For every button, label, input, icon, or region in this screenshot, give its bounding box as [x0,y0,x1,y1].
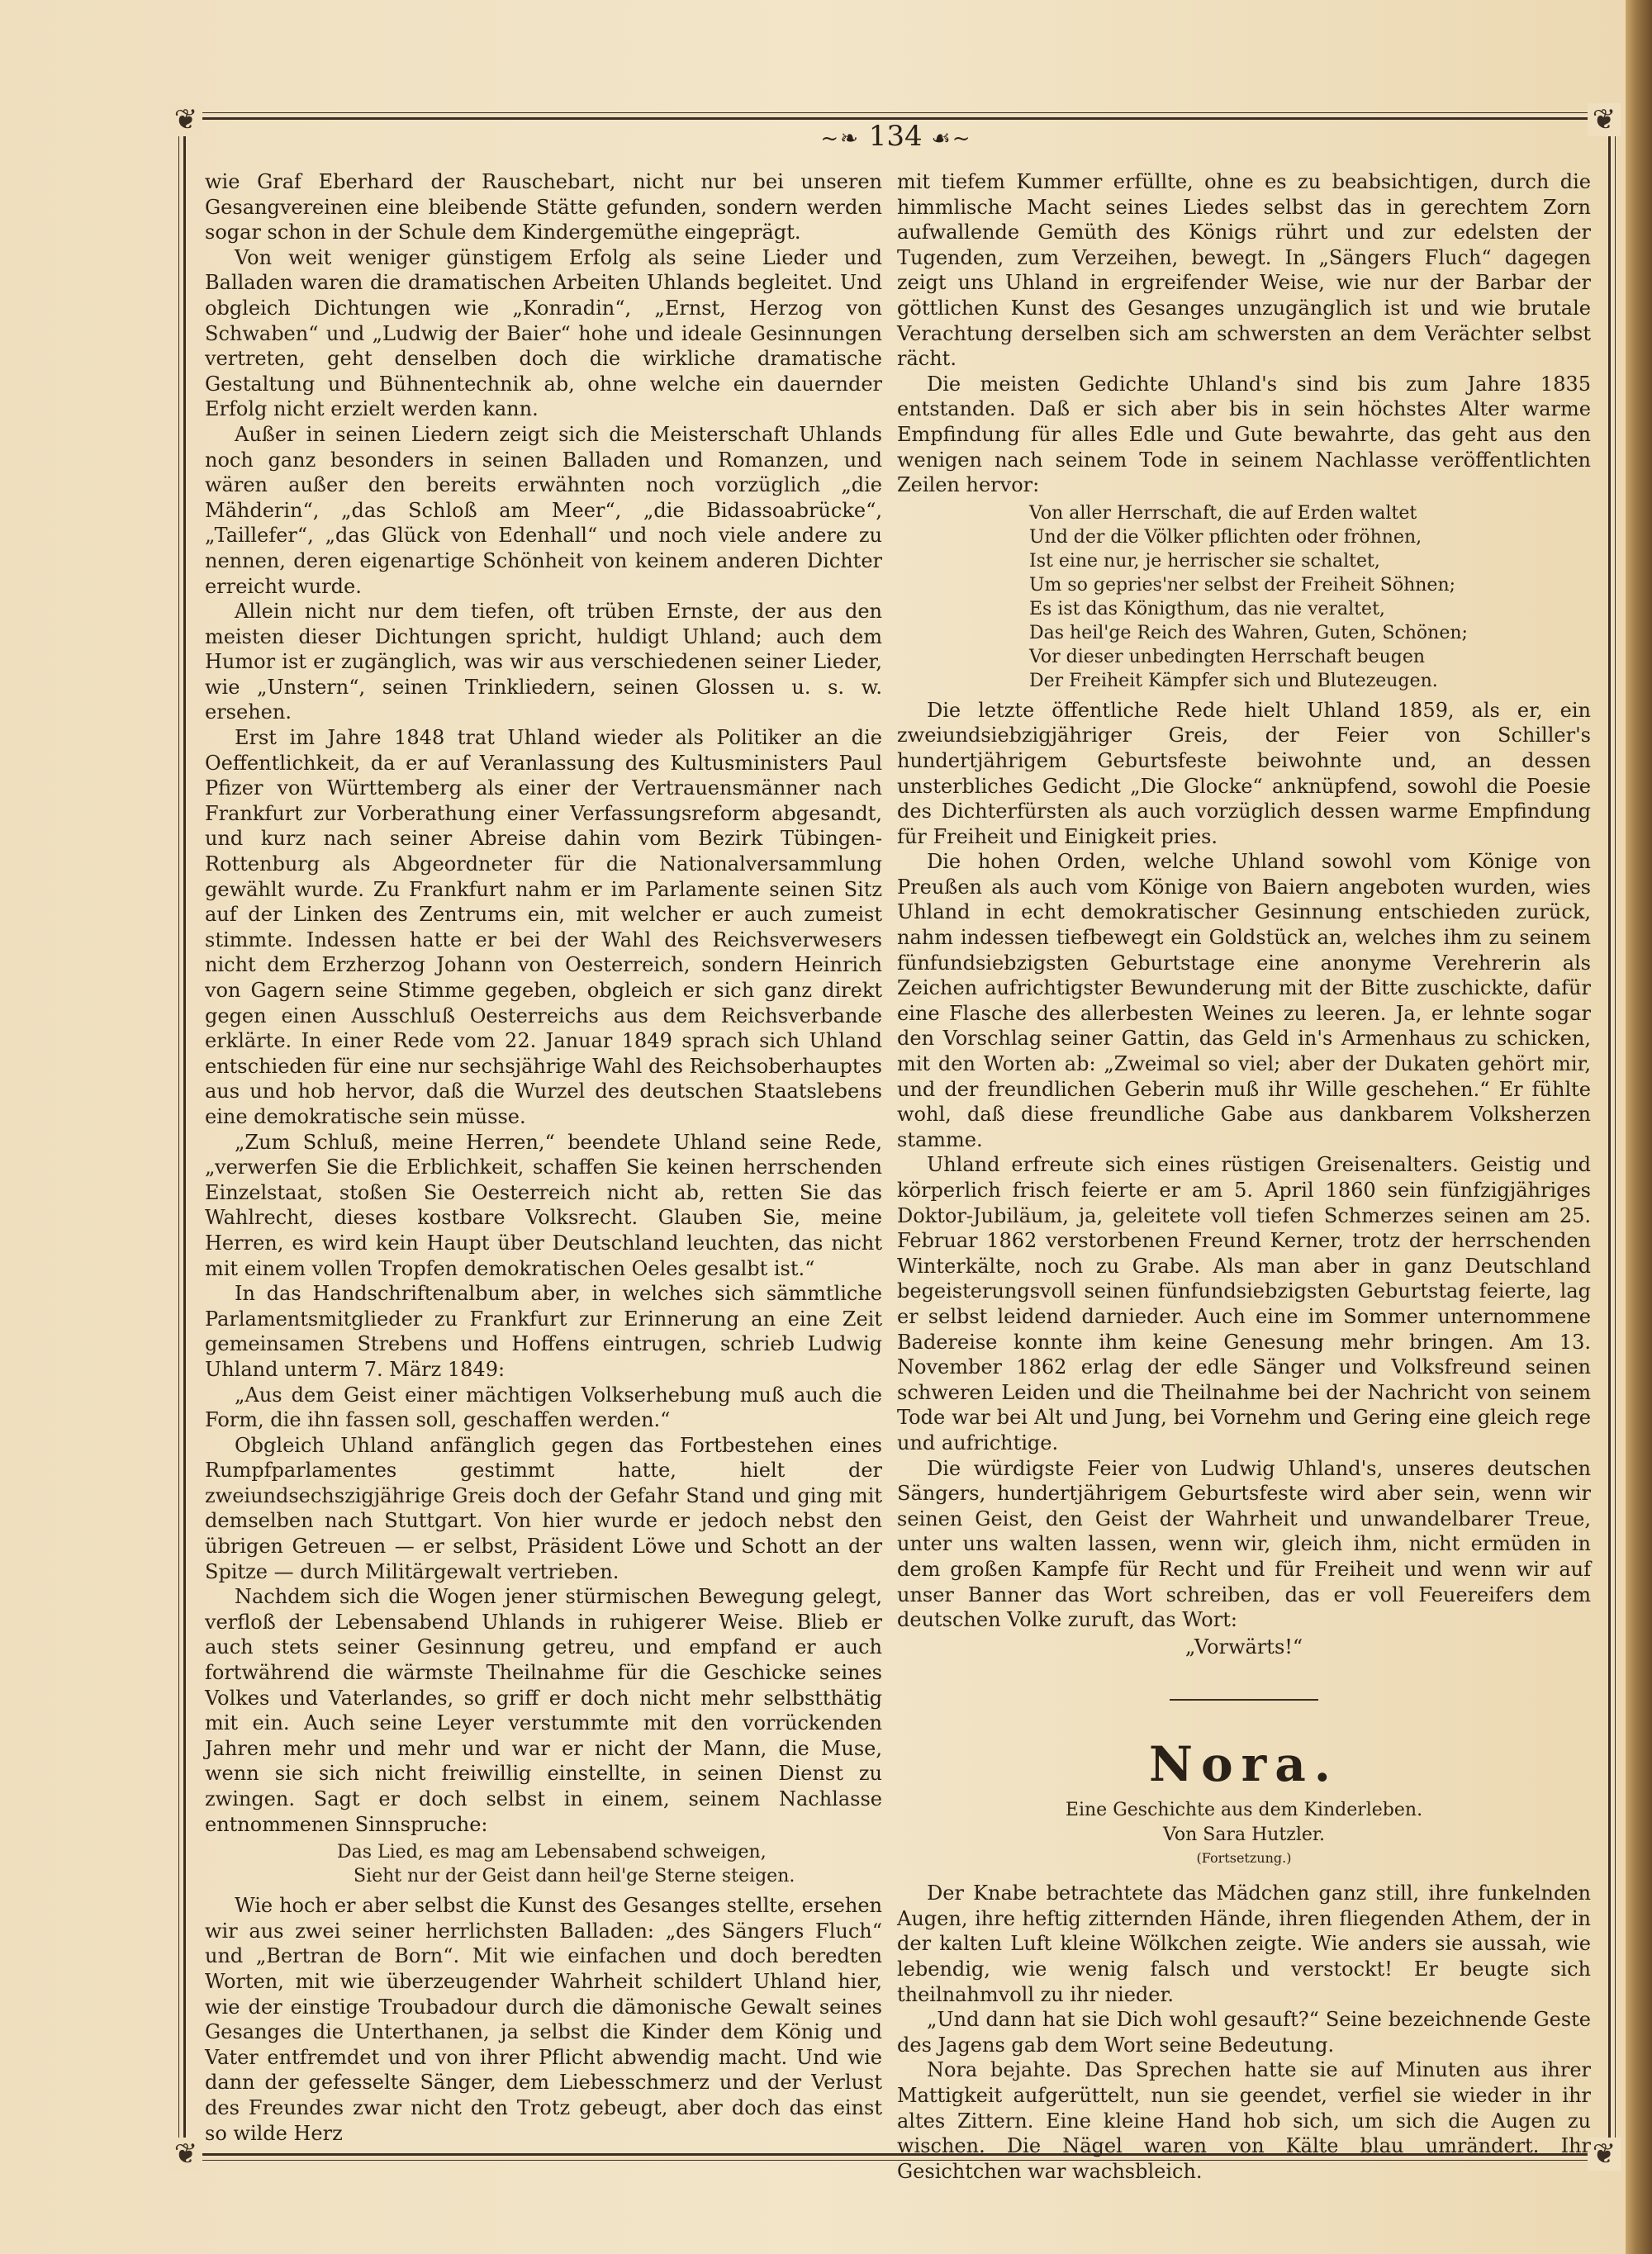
page-header [743,116,1049,157]
paragraph: Die würdigste Feier von Ludwig Uhland's, unseres deutschen Sängers, hundertjährigem Geburtsfeste wird aber sein, wenn wir seinen Geist, den Geist der Wahrheit und unwandelbarer Treue, unter uns walten lassen, wenn wir, gleich ihm, nicht ermüden in dem großen Kampfe für Recht und für Freiheit und wenn wir auf unser Banner das Wort schreiben, das er voll Feuereifers dem deutschen Volke zuruft, das Wort: [897,1456,1591,1632]
corner-ornament-icon: ❦ [1588,103,1621,136]
paragraph: „Aus dem Geist einer mächtigen Volkserhebung muß auch die Form, die ihn fassen soll, geschaffen werden.“ [205,1383,882,1432]
paragraph: Außer in seinen Liedern zeigt sich die Meisterschaft Uhlands noch ganz besonders in seinen Balladen und Romanzen, und wären außer den bereits erwähnten noch vorzüglich „die Mähderin“, „das Schloß am Meer“, „die Bidassoabrücke“, „Taillefer“, „das Glück von Edenhall“ und noch viele andere zu nennen, deren eigenartige Schönheit von keinem anderen Dichter erreicht wurde. [205,422,882,598]
paragraph: Erst im Jahre 1848 trat Uhland wieder als Politiker an die Oeffentlichkeit, da er auf Veranlassung des Kultusministers Paul Pfizer von Württemberg als einer der Vertrauensmänner nach Frankfurt zur Vorberathung einer Verfassungsreform abgesandt, und kurz nach seiner Abreise dahin vom Bezirk Tübingen-Rottenburg als Abgeordneter für die Nationalversammlung gewählt wurde. Zu Frankfurt nahm er im Parlamente seinen Sitz auf der Linken des Zentrums ein, mit welcher er auch zumeist stimmte. Indessen hatte er bei der Wahl des Reichsverwesers nicht dem Erzherzog Johann von Oesterreich, sondern Heinrich von Gagern seine Stimme gegeben, obgleich er sich ganz direkt gegen einen Ausschluß Oesterreichs aus dem Reichsverbande erklärte. In einer Rede vom 22. Januar 1849 sprach sich Uhland entschieden für eine nur sechsjährige Wahl des Reichsoberhauptes aus und hob hervor, daß die Wurzel des deutschen Staatslebens eine demokratische sein müsse. [205,726,882,1128]
verse-block [205,1840,882,1888]
paragraph: Uhland erfreute sich eines rüstigen Greisenalters. Geistig und körperlich frisch feierte er am 5. April 1860 sein fünfzigjähriges Doktor-Jubiläum, ja, geleitete voll tiefen Schmerzes seinen am 25. Februar 1862 verstorbenen Freund Kerner, trotz der herrschenden Winterkälte, noch zu Grabe. Als man aber in ganz Deutschland begeisterungsvoll seinen fünfundsiebzigsten Geburtstag feierte, lag er selbst leidend darnieder. Auch eine im Sommer unternommene Badereise konnte ihm keine Genesung mehr bringen. Am 13. November 1862 erlag der edle Sänger und Volksfreund seinen schweren Leiden und die Theilnahme bei der Nachricht von seinem Tode war bei Alt und Jung, bei Vornehm und Gering eine gleich rege und aufrichtige. [897,1153,1591,1454]
paragraph: Nachdem sich die Wogen jener stürmischen Bewegung gelegt, verfloß der Lebensabend Uhlands in ruhigerer Weise. Blieb er auch stets seiner Gesinnung getreu, und empfand er auch fortwährend die wärmste Theilnahme für die Geschicke seines Volkes und Vaterlandes, so griff er doch nicht mehr selbstthätig mit ein. Auch seine Leyer verstummte mit den vorrückenden Jahren mehr und mehr und war er nicht der Mann, die Muse, wenn sie sich nicht freiwillig einstellte, in seinen Dienst zu zwingen. Sagt er doch selbst in einem, seinem Nachlasse entnommenen Sinnspruche: [205,1585,882,1836]
paragraph: Die letzte öffentliche Rede hielt Uhland 1859, als er, ein zweiundsiebzigjähriger Greis, der Feier von Schiller's hundertjährigem Geburtsfeste beiwohnte und, an dessen unsterbliches Gedicht „Die Glocke“ anknüpfend, sowohl die Poesie des Dichterfürsten als auch vorzüglich dessen warme Empfindung für Freiheit und Einigkeit pries. [897,698,1591,848]
paragraph: Obgleich Uhland anfänglich gegen das Fortbestehen eines Rumpfparlamentes gestimmt hatte, hielt der zweiundsechszigjährige Greis doch der Gefahr Stand und ging mit demselben nach Stuttgart. Von hier wurde er jedoch nebst den übrigen Getreuen — er selbst, Präsident Löwe und Schott an der Spitze — durch Militärgewalt vertrieben. [205,1433,882,1583]
verse-line: Vor dieser unbedingten Herrschaft beugen [1029,646,1426,667]
paragraph: Von weit weniger günstigem Erfolg als seine Lieder und Balladen waren die dramatischen Arbeiten Uhlands begleitet. Und obgleich Dichtungen wie „Konradin“, „Ernst, Herzog von Schwaben“ und „Ludwig der Baier“ hohe und ideale Gesinnungen vertreten, geht denselben doch die wirkliche dramatische Gestaltung und Bühnentechnik ab, ohne welche ein dauernder Erfolg nicht erzielt werden kann. [205,245,882,421]
verse-line: Sieht nur der Geist dann heil'ge Sterne steigen. [354,1866,795,1887]
story-paragraph: Nora bejahte. Das Sprechen hatte sie auf Minuten aus ihrer Mattigkeit aufgerüttelt, nun sie geendet, verfiel sie wieder in ihr altes Zittern. Eine kleine Hand hob sich, um sich die Augen zu wischen. Die Nägel waren von Kälte blau umrändert. Ihr Gesichtchen war wachsbleich. [897,2058,1591,2183]
verse-line: Das heil'ge Reich des Wahren, Guten, Schönen; [1029,622,1468,643]
verse-line: Von aller Herrschaft, die auf Erden waltet [1029,502,1417,524]
story-title: Nora. [1148,1736,1340,1793]
verse-line: Es ist das Königthum, das nie veraltet, [1029,598,1385,619]
paragraph: Die hohen Orden, welche Uhland sowohl vom Könige von Preußen als auch vom Könige von Baiern angeboten wurden, wies Uhland in echt demokratischer Gesinnung entschieden zurück, nahm indessen tiefbewegt ein Goldstück an, welches ihm zu seinem fünfundsiebzigsten Geburtstage eine anonyme Verehrerin als Zeichen aufrichtigster Bewunderung mit der Bitte zuschickte, dafür eine Flasche des allerbesten Weines zu leeren. Ja, er lehnte sogar den Vorschlag seiner Gattin, das Geld in's Armenhaus zu schicken, mit den Worten ab: „Zweimal so viel; aber der Dukaten gehört mir, und der freundlichen Geberin muß ihr Wille geschehen.“ Er fühlte wohl, daß diese freundliche Gabe aus dankbarem Volksherzen stamme. [897,850,1591,1151]
verse-line: Um so gepries'ner selbst der Freiheit Söhnen; [1029,574,1456,596]
verse-line: Das Lied, es mag am Lebensabend schweigen, [337,1842,767,1863]
paragraph: In das Handschriftenalbum aber, in welches sich sämmtliche Parlamentsmitglieder zu Frankfurt zur Erinnerung an eine Zeit gemeinsamen Strebens und Hoffens eintrugen, schrieb Ludwig Uhland unterm 7. März 1849: [205,1282,882,1381]
story-paragraph: Der Knabe betrachtete das Mädchen ganz still, ihre funkelnden Augen, ihre heftig zitternden Hände, ihren fliegenden Athem, der in der kalten Luft kleine Wölkchen zeigte. Wie anders sie aussah, wie lebendig, wie wenig falsch und verstockt! Er beugte sich theilnahmvoll zu ihr nieder. [897,1881,1591,2006]
story-continuation-note: (Fortsetzung.) [1196,1850,1292,1867]
verse-block [897,501,1591,693]
paragraph: „Zum Schluß, meine Herren,“ beendete Uhland seine Rede, „verwerfen Sie die Erblichkeit, schaffen Sie keinen herrschenden Einzelstaat, stoßen Sie Oesterreich nicht ab, retten Sie das Wahlrecht, dieses kostbare Volksrecht. Glauben Sie, meine Herren, es wird kein Haupt über Deutschland leuchten, das nicht mit einem vollen Tropfen demokratischen Oeles gesalbt ist.“ [205,1130,882,1280]
paragraph: Die meisten Gedichte Uhland's sind bis zum Jahre 1835 entstanden. Daß er sich aber bis in sein höchstes Alter warme Empfindung für alles Edle und Gute bewahrte, das geht aus den wenigen nach seinem Tode in seinem Nachlasse veröffentlichten Zeilen hervor: [897,372,1591,497]
story-paragraph: „Und dann hat sie Dich wohl gesauft?“ Seine bezeichnende Geste des Jagens gab dem Wort seine Bedeutung. [897,2008,1591,2057]
left-column [205,169,882,2146]
right-column [897,169,1591,2184]
story-author: Von Sara Hutzler. [1162,1825,1326,1846]
corner-ornament-icon: ❦ [1588,2138,1621,2171]
verse-line: Der Freiheit Kämpfer sich und Blutezeugen. [1029,670,1438,691]
header-ornament-right-icon: ☙~ [931,126,972,151]
paragraph: Wie hoch er aber selbst die Kunst des Gesanges stellte, ersehen wir aus zwei seiner herrlichsten Balladen: „des Sängers Fluch“ und „Bertran de Born“. Mit wie einfachen und doch beredten Worten, mit wie überzeugender Wahrheit schildert Uhland hier, wie der einstige Troubadour durch die dämonische Gewalt seines Gesanges die Unterthanen, ja selbst die Kinder dem König und Vater entfremdet und von ihrer Pflicht abwendig macht. Und wie dann der gefesselte Sänger, dem Liebesschmerz und der Verlust des Freundes zwar nicht den Trotz gebeugt, aber doch das einst so wilde Herz [205,1894,882,2145]
page-number: 134 [868,120,923,153]
verse-line: Ist eine nur, je herrischer sie schaltet, [1029,550,1380,572]
corner-ornament-icon: ❦ [169,2138,202,2171]
verse-line: Und der die Völker pflichten oder fröhnen, [1029,526,1422,548]
paragraph: Allein nicht nur dem tiefen, oft trüben Ernste, der aus den meisten dieser Dichtungen spricht, huldigt Uhland; auch dem Humor ist er zugänglich, was wir aus verschiedenen seiner Lieder, wie „Unstern“, seinen Trinkliedern, seinen Glossen u. s. w. ersehen. [205,600,882,724]
corner-ornament-icon: ❦ [169,103,202,136]
paragraph: wie Graf Eberhard der Rauschebart, nicht nur bei unseren Gesangvereinen eine bleibende Stätte gefunden, sondern werden sogar schon in der Schule dem Kindergemüthe eingeprägt. [205,170,882,244]
closing-word: „Vorwärts!“ [1184,1635,1303,1658]
section-divider [1170,1699,1318,1701]
header-ornament-left-icon: ~❧ [820,126,860,151]
book-binding-edge [1626,0,1652,2254]
paragraph: mit tiefem Kummer erfüllte, ohne es zu beabsichtigen, durch die himmlische Macht seines Liedes selbst das in gerechtem Zorn aufwallende Gemüth des Königs rührt und zur edelsten der Tugenden, zum Verzeihen, bewegt. In „Sängers Fluch“ dagegen zeigt uns Uhland in ergreifender Weise, wie nur der Barbar der göttlichen Kunst des Gesanges unzugänglich ist und wie brutale Verachtung derselben sich am schwersten an dem Verächter selbst rächt. [897,170,1591,371]
story-subtitle: Eine Geschichte aus dem Kinderleben. [1065,1800,1423,1821]
